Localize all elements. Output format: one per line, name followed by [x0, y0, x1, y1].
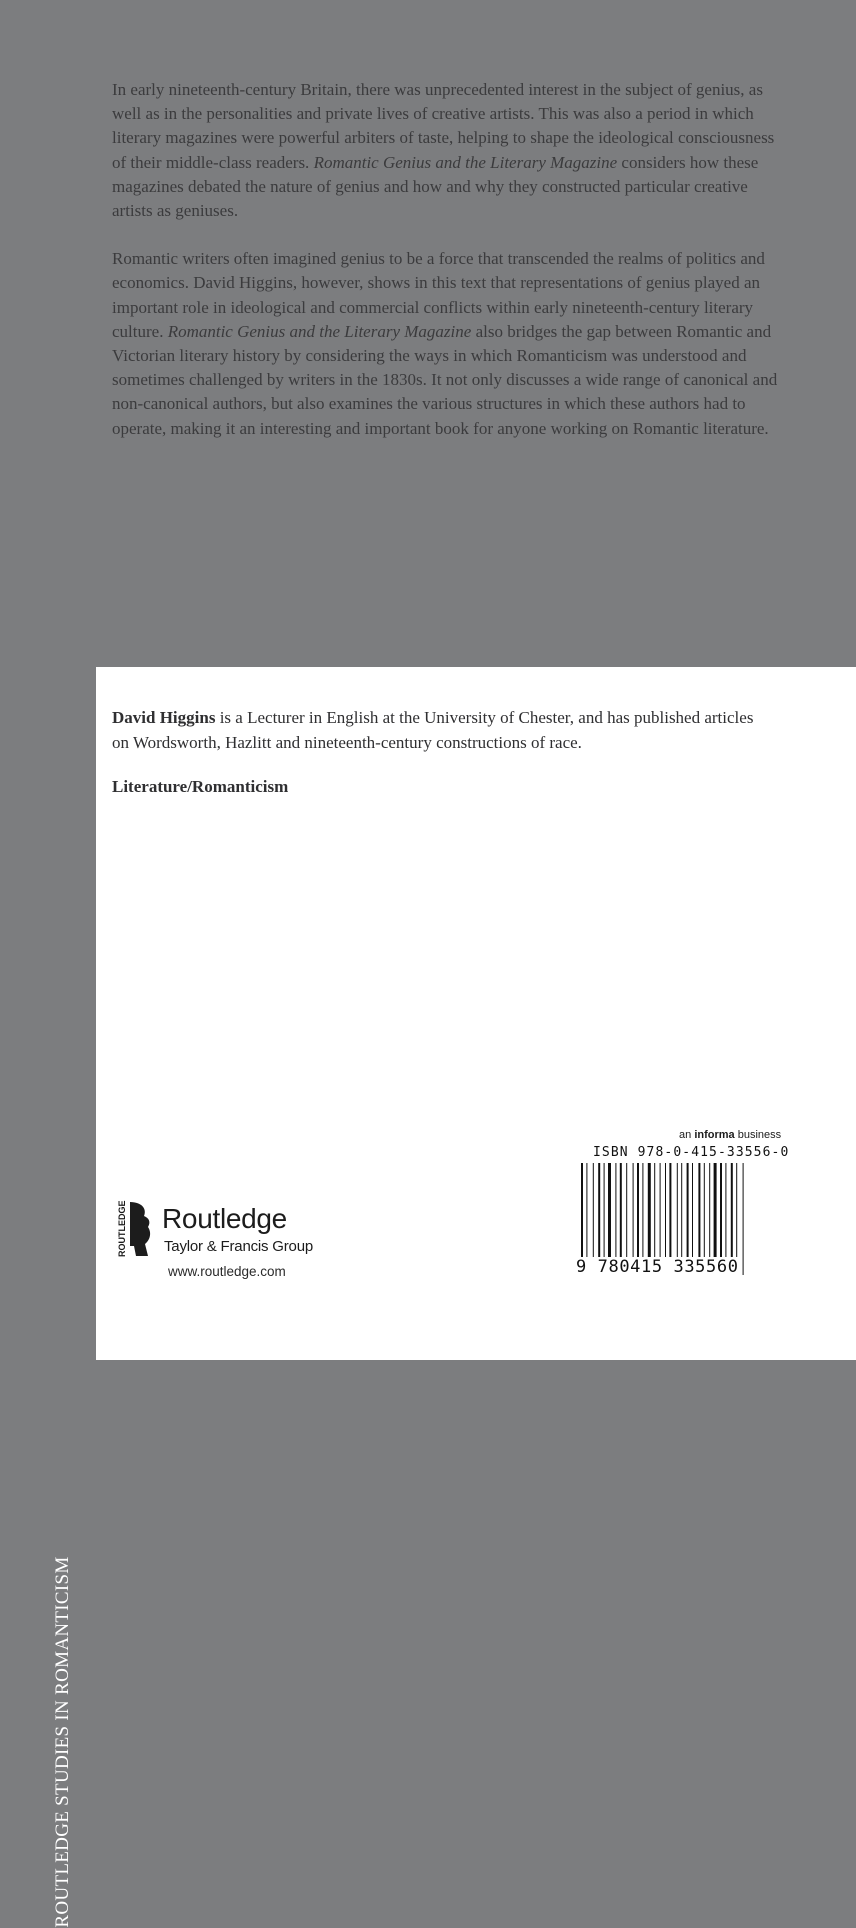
barcode-bar [709, 1163, 710, 1263]
barcode-bar [669, 1163, 671, 1263]
publisher-name: Routledge [162, 1203, 287, 1234]
routledge-logo-icon [116, 1200, 156, 1258]
barcode-bar [648, 1163, 651, 1263]
routledge-logo-text: ROUTLEDGE [117, 1200, 127, 1257]
series-strip [0, 667, 96, 1928]
barcode-bar [620, 1163, 622, 1263]
informa-brand: informa [694, 1129, 735, 1141]
barcode-bar [714, 1163, 717, 1263]
barcode-bar [731, 1163, 733, 1263]
barcode-bar [637, 1163, 639, 1263]
blurb-text: considers how these magazines debated the nature of genius and how and why they constructed particular creative artists as geniuses. [112, 152, 759, 221]
author-bio-text: is a Lecturer in English at the University of Chester, and has published articles on Wordsworth, Hazlitt and nineteenth-century constructions of race. [112, 708, 754, 752]
barcode-bar [681, 1163, 682, 1263]
book-title-italic: Romantic Genius and the Literary Magazine [167, 321, 472, 341]
barcode-bar [626, 1163, 627, 1263]
back-cover-blurb [112, 78, 792, 465]
publisher-group: Taylor & Francis Group [164, 1238, 313, 1255]
author-name: David Higgins [112, 708, 216, 727]
barcode-bar [743, 1163, 744, 1275]
barcode-bar [677, 1163, 678, 1263]
barcode-bar [593, 1163, 594, 1263]
book-title-italic: Romantic Genius and the Literary Magazine [313, 152, 618, 172]
barcode-bar [642, 1163, 643, 1263]
blurb-text: Romantic writers often imagined genius to be a force that transcended the realms of politics and economics. David Higgins, however, shows in this text that representations of genius played an important role in ideological and commercial conflicts within early nineteenth-century literary culture. [112, 249, 765, 341]
barcode-bar [633, 1163, 634, 1263]
subject-category: Literature/Romanticism [112, 777, 289, 796]
publisher-website: www.routledge.com [168, 1264, 286, 1279]
barcode-bar [604, 1163, 605, 1263]
barcode-bar [687, 1163, 689, 1263]
barcode-bar [654, 1163, 655, 1263]
barcode-bar [725, 1163, 726, 1263]
barcode-digits: 9 780415 335560 [576, 1257, 739, 1277]
blurb-text: In early nineteenth-century Britain, there was unprecedented interest in the subject of genius, as well as in the personalities and private lives of creative artists. This was also a period in which literary magazines were powerful arbiters of taste, helping to shape the ideological consciousness of their middle-class readers. [112, 80, 775, 172]
isbn-label: ISBN 978-0-415-33556-0 [593, 1145, 790, 1160]
blurb-text: also bridges the gap between Romantic and Victorian literary history by considering the ways in which Romanticism was understood and sometimes challenged by writers in the 1830s. It not only discusses a wide range of canonical and non-canonical authors, but also examines the various structures in which these authors had to operate, making it an interesting and important book for anyone working on Romantic literature. [112, 321, 778, 438]
blurb-paragraph-1 [112, 78, 792, 223]
barcode-bar [608, 1163, 611, 1263]
series-title: ROUTLEDGE STUDIES IN ROMANTICISM [52, 1556, 73, 1928]
barcode-bar [704, 1163, 705, 1263]
barcode-bar [598, 1163, 600, 1263]
informa-suffix: business [737, 1129, 782, 1141]
author-bio [112, 705, 772, 755]
blurb-paragraph-2 [112, 247, 792, 441]
barcode-bar [698, 1163, 700, 1263]
info-panel [96, 667, 856, 1360]
barcode-bar [720, 1163, 722, 1263]
informa-tagline [679, 1129, 781, 1141]
informa-prefix: an [679, 1129, 692, 1141]
barcode-bar [615, 1163, 616, 1263]
barcode-bar [692, 1163, 693, 1263]
